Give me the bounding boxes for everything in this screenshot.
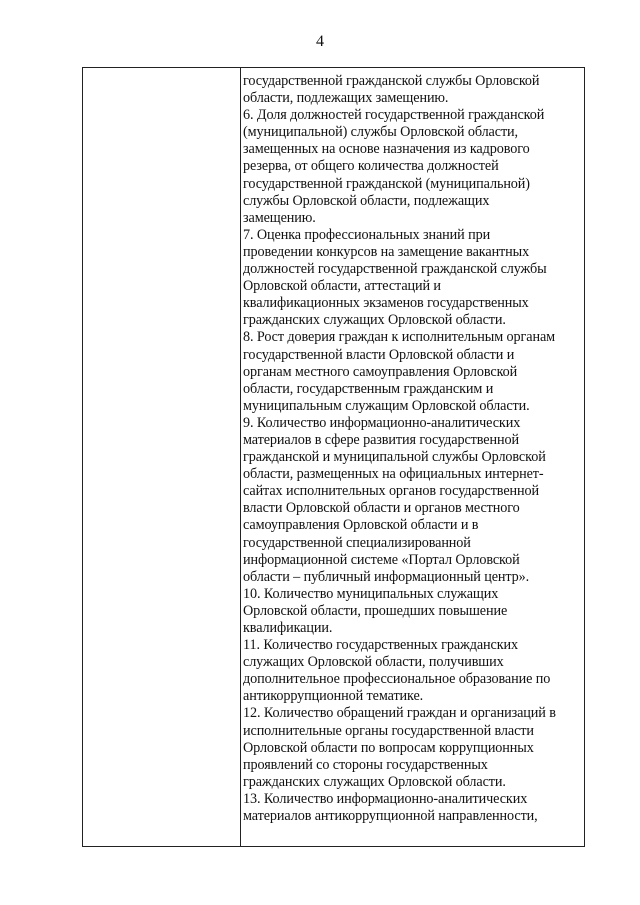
text-line: Орловской области, аттестаций и <box>243 278 441 295</box>
text-line: государственной специализированной <box>243 534 471 551</box>
text-line: службы Орловской области, подлежащих <box>243 192 490 209</box>
text-line: 13. Количество информационно-аналитических <box>243 790 528 807</box>
text-line: информационной системе «Портал Орловской <box>243 551 520 568</box>
text-line: резерва, от общего количества должностей <box>243 158 499 175</box>
text-line: 11. Количество государственных гражданских <box>243 637 519 654</box>
text-line: государственной гражданской службы Орловской <box>243 73 540 89</box>
text-line: квалификации. <box>243 620 333 636</box>
text-line: государственной власти Орловской области и <box>243 346 515 363</box>
text-line: 6. Доля должностей государственной гражданской <box>243 107 545 124</box>
text-line: муниципальным служащим Орловской области. <box>243 397 530 414</box>
text-line: квалификационных экзаменов государственных <box>243 295 529 312</box>
table-left-cell <box>83 68 240 846</box>
text-line: Орловской области по вопросам коррупционных <box>243 739 534 756</box>
text-line: области, подлежащих замещению. <box>243 90 449 107</box>
text-line: области, государственным гражданским и <box>243 380 494 397</box>
text-line: материалов в сфере развития государственной <box>243 431 519 448</box>
text-line: 7. Оценка профессиональных знаний при <box>243 226 491 243</box>
text-line: замещенных на основе назначения из кадрового <box>243 141 530 158</box>
text-line: 8. Рост доверия граждан к исполнительным органам <box>243 329 556 346</box>
text-line: 10. Количество муниципальных служащих <box>243 585 499 602</box>
text-line: служащих Орловской области, получивших <box>243 654 504 671</box>
column-divider <box>240 68 241 846</box>
text-line: исполнительные органы государственной власти <box>243 722 534 739</box>
text-line: проявлений со стороны государственных <box>243 756 488 773</box>
text-line: Орловской области, прошедших повышение <box>243 602 508 619</box>
text-line: гражданских служащих Орловской области. <box>243 773 506 790</box>
text-line: материалов антикоррупционной направленности, <box>243 808 538 825</box>
table-right-cell <box>243 73 583 843</box>
text-line: 12. Количество обращений граждан и организаций в <box>243 705 556 722</box>
text-line: антикоррупционной тематике. <box>243 688 424 705</box>
indicators-table <box>82 67 585 847</box>
page-number: 4 <box>316 33 324 50</box>
text-line: власти Орловской области и органов местного <box>243 500 520 517</box>
text-line: гражданской и муниципальной службы Орловской <box>243 449 546 466</box>
text-line: государственной гражданской (муниципальной) <box>243 175 530 192</box>
text-line: области, размещенных на официальных интернет- <box>243 466 544 483</box>
text-line: проведении конкурсов на замещение вакантных <box>243 243 530 260</box>
text-line: дополнительное профессиональное образование по <box>243 671 551 688</box>
text-line: замещению. <box>243 209 316 226</box>
text-line: 9. Количество информационно-аналитических <box>243 414 521 431</box>
text-line: самоуправления Орловской области и в <box>243 517 479 534</box>
text-line: области – публичный информационный центр». <box>243 568 530 585</box>
text-line: (муниципальной) службы Орловской области, <box>243 124 518 141</box>
text-line: сайтах исполнительных органов государственной <box>243 483 539 500</box>
text-line: гражданских служащих Орловской области. <box>243 312 506 329</box>
text-line: органам местного самоуправления Орловской <box>243 363 518 380</box>
text-line: должностей государственной гражданской службы <box>243 261 547 278</box>
